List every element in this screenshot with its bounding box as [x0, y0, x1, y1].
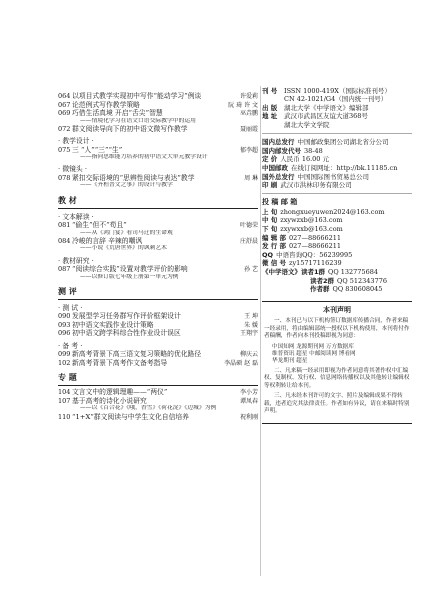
page-number: 084: [58, 236, 71, 245]
toc-entry[interactable]: [58, 312, 258, 321]
article-author: 阮 琦 许 文: [228, 101, 258, 109]
article-title: “阅读综合实践”设置对教学评价的影响: [72, 265, 188, 274]
page-number: 078: [58, 173, 71, 182]
email-2-value: zxywzxb@163.com: [280, 216, 343, 225]
address-value: 武汉市武昌区友谊大道368号: [284, 112, 368, 121]
toc-entry[interactable]: [58, 109, 258, 125]
print-row: [262, 181, 412, 189]
toc-entry[interactable]: [58, 221, 258, 237]
page-number: 064: [58, 92, 71, 100]
sponsor-value: 湖北大学《中学语文》编辑部: [284, 103, 369, 112]
address-row: [262, 112, 412, 120]
article-author: 聂丽霞: [239, 125, 258, 133]
toc-entry[interactable]: [58, 101, 258, 110]
dist-label: 发 行 部: [262, 242, 287, 251]
toc-entry[interactable]: [58, 397, 258, 413]
article-subtitle: ——情境化学习在语文口语交际教学中的运用: [80, 117, 196, 124]
address-label: 地 址: [262, 112, 278, 121]
article-subtitle: ——小说《荒唐世界》的讽刺艺术: [80, 245, 167, 252]
issn-value: ISSN 1000-419X（国际标准刊号）: [284, 86, 391, 95]
article-author: 祝利刚: [239, 413, 258, 421]
price-label: 定 价: [262, 155, 278, 164]
page-number: 104: [58, 388, 71, 397]
article-subtitle: ——指向思维能力培养的初中语文大单元教学设计: [80, 154, 208, 161]
author-group-label: 作者群: [310, 285, 330, 294]
category-micro-lens: · 微镜头 ·: [58, 165, 88, 174]
article-title: 三 “人”“三”“生”: [72, 145, 123, 154]
article-author: 李晶硕 赵 磊: [224, 359, 258, 367]
article-author: 朱 媛: [244, 321, 258, 329]
section-rule: [58, 385, 258, 386]
overseas-value: 中国国际图书贸易总公司: [297, 172, 369, 181]
page-number: 110: [58, 412, 71, 421]
postal-code-value: 38-48: [304, 146, 323, 155]
notice-paragraph-3: 三、凡未经本刊许可的文字、照片及编辑成果不得转载，违者追究其法律责任。作者如有异议，请在来稿时特别声明。: [264, 393, 410, 415]
cn-value: CN 42-1021/G4（国内统一刊号）: [284, 95, 388, 104]
section-rule: [58, 208, 258, 209]
article-author: 谭凤春: [239, 397, 258, 405]
page-number: 072: [58, 124, 71, 133]
category-textbook-study: · 教材研究 ·: [58, 256, 94, 265]
print-label: 印 刷: [262, 181, 278, 190]
article-author: 李小芳: [239, 389, 258, 397]
article-title: 新高考背景下高三语文复习策略的优化路径: [72, 350, 202, 359]
article-subtitle: ——以《百合花》《哦，香雪》《荷花淀》《边城》为例: [80, 405, 217, 412]
category-testing: · 测 试 ·: [58, 303, 83, 312]
section-special: 专 题: [58, 373, 77, 383]
sponsor-label: 出 版: [262, 103, 278, 112]
article-author: 周 琳: [244, 174, 258, 182]
reader-group-2-label: 读者2群: [310, 276, 335, 285]
notice-paragraph-1: 一、本刊已与以下机构签订数据库传播合同，作者来稿一经录用，将由编辑部统一授权以下机构使用，本刊将付作者稿酬，作者向本刊投稿即视为同意：: [264, 318, 410, 340]
sponsor-row: [262, 104, 412, 112]
page-number: 075: [58, 145, 71, 154]
toc-entry[interactable]: [58, 125, 258, 134]
editor-label: 编 辑 部: [262, 233, 287, 242]
toc-entry[interactable]: [58, 146, 258, 162]
distribution-label: 国内总发行: [262, 138, 295, 147]
qq-row: [262, 251, 412, 259]
toc-entry[interactable]: [58, 237, 258, 253]
article-title: 发展型学习任务群写作评价框架设计: [72, 312, 181, 321]
article-author: 叶德荣: [239, 222, 258, 230]
category-exam-prep: · 备 考 ·: [58, 341, 83, 350]
dist-phone-row: [262, 242, 412, 250]
wechat-value: zy15717116239: [289, 259, 342, 268]
price-row: [262, 155, 412, 163]
submission-heading: 投 稿 邮 箱: [262, 198, 298, 207]
cn-row: [262, 95, 412, 103]
distribution-row: [262, 138, 412, 146]
page-number: 081: [58, 221, 71, 230]
article-title: “1+X”群文阅读与中学生文化自信培养: [72, 412, 189, 421]
page-number: 087: [58, 265, 71, 274]
toc-entry[interactable]: [58, 265, 258, 281]
wechat-label: 微 信 号: [262, 259, 287, 268]
reader-group-2-value: QQ 512343776: [337, 276, 387, 285]
print-value: 武汉市洪林印务有限公司: [280, 181, 352, 190]
divider: [262, 133, 412, 134]
dist-phone: 027—88666211: [289, 242, 342, 251]
toc-entry[interactable]: [58, 388, 258, 397]
masthead-info: [262, 86, 412, 424]
page-number: 096: [58, 329, 71, 338]
page-number: 069: [58, 109, 71, 117]
notice-paragraph-2: 二、凡来稿一经录用即视为作者同意将其著作权中汇编权、复制权、发行权、信息网络传播权以及其他转让编辑权等权利转让给本刊。: [264, 367, 410, 389]
article-author: 孙 艺: [244, 266, 258, 274]
page-number: 102: [58, 358, 71, 367]
article-title: 初中语文跨学科综合性作业设计误区: [72, 329, 181, 338]
overseas-row: [262, 173, 412, 181]
section-assessment: 测 评: [58, 286, 77, 296]
reader-group-value: QQ 132775684: [328, 268, 378, 276]
article-author: 王 坤: [244, 313, 258, 321]
toc-entry[interactable]: [58, 413, 258, 422]
author-group-row: [262, 285, 412, 293]
author-group-value: QQ 830608045: [332, 285, 383, 294]
section-textbook: 教 材: [58, 195, 77, 205]
article-title: 论范例式写作教学策略: [72, 100, 140, 109]
article-title: 以项目式教学实现初中写作“能动学习”例谈: [72, 92, 202, 100]
qq-value: 中语咨询QQ：56239995: [276, 250, 353, 259]
online-label: 中国邮政: [262, 164, 288, 172]
page-number: 090: [58, 312, 71, 321]
journal-notice: [262, 301, 412, 424]
email-3-value: zxywxxb@163.com: [280, 224, 343, 233]
article-title: 巧借生活真境 开启“舌尖”智慧: [72, 109, 163, 117]
toc-entry[interactable]: [58, 174, 258, 190]
reader-group-2-row: [262, 277, 412, 285]
article-subtitle: ——从《鸿门宴》看司马迁的生命观: [80, 229, 173, 236]
article-title: 群文阅读导向下的初中语文微写作教学: [72, 124, 188, 133]
wechat-row: [262, 259, 412, 267]
article-author: 柳庆云: [239, 351, 258, 359]
reader-group-label: 《中学语文》读者1群: [262, 268, 326, 276]
toc-entry[interactable]: [58, 92, 258, 101]
postal-code-row: [262, 147, 412, 155]
column-divider: [260, 86, 261, 576]
editor-phone-row: [262, 234, 412, 242]
email-1-value: zhongxueyuwen2024@163.com: [280, 207, 385, 216]
article-title: 冷峻的言辞 辛辣的嘲讽: [72, 236, 143, 245]
email-row-1: [262, 208, 412, 216]
email-3-label: 下 旬: [262, 224, 278, 233]
article-author: 许爱莉: [239, 93, 258, 100]
article-title: 新高考背景下高考作文备考指导: [72, 358, 168, 367]
postal-code-label: 国内邮发代号: [262, 146, 301, 155]
section-rule: [58, 299, 258, 300]
category-text-reading: · 文本解读 ·: [58, 212, 94, 221]
toc-entry[interactable]: [58, 359, 258, 368]
email-1-label: 上 旬: [262, 207, 278, 216]
page-number: 107: [58, 396, 71, 405]
address-row-2: [262, 121, 412, 129]
toc-entry[interactable]: [58, 350, 258, 359]
online-value: 在线订阅网址：http://bk.11185.cn: [291, 164, 398, 172]
page-number: 099: [58, 350, 71, 359]
toc-entry[interactable]: [58, 321, 258, 330]
overseas-label: 国外总发行: [262, 172, 295, 181]
article-author: 郁李超: [239, 146, 258, 154]
article-title: 紧扣交际语境的“思辨性阅读与表达”教学: [72, 173, 195, 182]
notice-title: 本刊声明: [323, 306, 351, 315]
table-of-contents: [58, 92, 258, 421]
address-value-2: 湖北大学文学院: [284, 121, 330, 129]
issn-label: 刊 号: [262, 86, 278, 95]
article-title: 基于高考的诗化小说研究: [72, 396, 147, 405]
notice-journals-2: 维普资讯 超星 中邮阅读网 博看网: [272, 350, 356, 357]
category-teaching-design: · 教学设计 ·: [58, 137, 94, 146]
email-row-3: [262, 225, 412, 233]
article-subtitle: ——以修订版七年级上册第一单元为例: [80, 273, 179, 280]
article-title: “偷生”但不“苟且”: [72, 221, 127, 230]
article-author: 庄舒晨: [239, 237, 258, 245]
notice-journals-3: 华龙期刊 超星: [272, 357, 308, 364]
distribution-value: 中国邮政集团公司湖北省分公司: [297, 138, 389, 147]
page-number: 093: [58, 320, 71, 329]
email-2-label: 中 旬: [262, 216, 278, 225]
article-subtitle: ——《齐桓晋文之事》的设计与教学: [80, 182, 173, 189]
article-title: 文言文中的逻辑理趣——“两仪”: [72, 388, 168, 397]
issn-row: [262, 87, 412, 95]
online-row: [262, 164, 412, 172]
reader-group-row: [262, 268, 412, 276]
article-author: 王翔宇: [239, 330, 258, 338]
email-row-2: [262, 216, 412, 224]
editor-phone: 027—88666211: [289, 233, 342, 242]
article-author: 巫垚鹏: [239, 110, 258, 117]
notice-journals-1: 中国知网 龙源期刊网 万方数据库: [272, 343, 354, 350]
qq-label: QQ: [262, 250, 274, 259]
divider: [262, 193, 412, 194]
page-number: 067: [58, 100, 71, 109]
toc-entry[interactable]: [58, 329, 258, 338]
price-value: 人民币 16.00 元: [280, 155, 330, 164]
article-title: 初中语文实践作业设计策略: [72, 320, 154, 329]
